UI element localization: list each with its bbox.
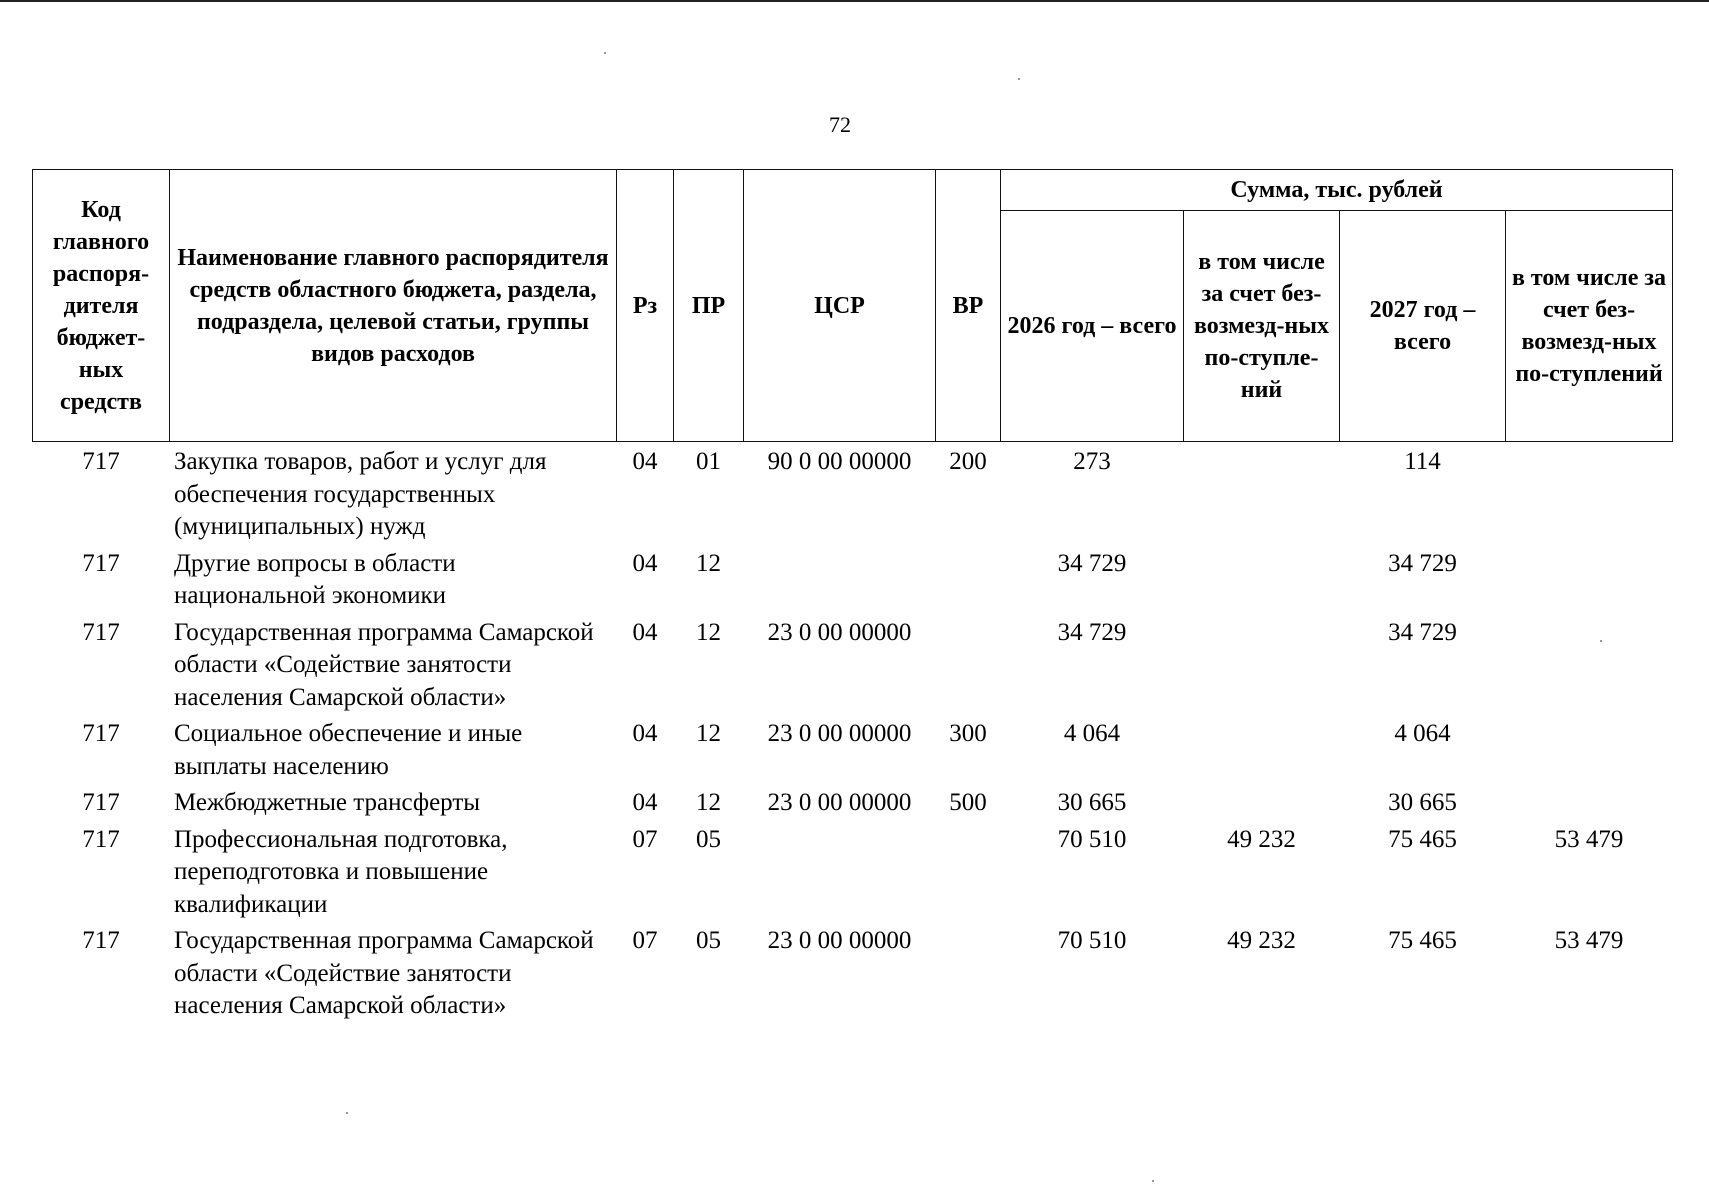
header-2026-free: в том числе за счет без-возмезд-ных по-ступле-ний	[1184, 211, 1340, 442]
header-csr: ЦСР	[744, 170, 936, 442]
page-number: 72	[829, 112, 851, 137]
scan-top-edge	[0, 0, 1709, 2]
table-header	[33, 170, 1673, 442]
header-2027-free: в том числе за счет без-возмезд-ных по-ступлений	[1506, 211, 1673, 442]
cell-pr: 12	[696, 549, 721, 577]
cell-y2027-free	[1506, 613, 1673, 715]
scan-speck	[1018, 78, 1020, 80]
cell-code: 717	[82, 789, 120, 816]
cell-y2026-free: 49 232	[1227, 825, 1296, 853]
table-row	[33, 783, 1673, 820]
cell-y2027-free	[1506, 544, 1673, 613]
cell-y2026-total: 70 510	[1057, 927, 1127, 954]
cell-name: Государственная программа Самарской области «Содействие занятости населения Самарской области»	[174, 927, 594, 1019]
cell-y2027-total: 75 465	[1388, 927, 1457, 954]
scan-speck	[1152, 1180, 1154, 1182]
table-row	[33, 921, 1673, 1023]
header-2027-total: 2027 год – всего	[1340, 211, 1506, 442]
cell-y2026-total: 30 665	[1057, 789, 1127, 816]
cell-vr	[936, 613, 1001, 715]
header-name: Наименование главного распорядителя средств областного бюджета, раздела, подраздела, целевой статьи, группы видов расходов	[170, 170, 617, 442]
cell-rz: 04	[632, 448, 658, 475]
cell-y2026-total: 34 729	[1057, 549, 1127, 577]
header-sum-group: Сумма, тыс. рублей	[1001, 170, 1673, 211]
cell-y2027-free	[1506, 442, 1673, 544]
cell-pr: 01	[696, 448, 721, 475]
cell-code: 717	[82, 720, 120, 747]
table-row	[33, 714, 1673, 783]
cell-code: 717	[82, 549, 120, 577]
cell-vr	[936, 544, 1001, 613]
cell-vr: 200	[949, 448, 987, 475]
cell-vr	[936, 820, 1001, 922]
cell-y2027-free: 53 479	[1554, 825, 1624, 853]
cell-csr	[744, 820, 936, 922]
cell-code: 717	[82, 927, 120, 954]
cell-name: Другие вопросы в области национальной экономики	[174, 549, 456, 609]
cell-y2026-free	[1184, 783, 1340, 820]
cell-y2027-free: 53 479	[1554, 927, 1624, 954]
cell-y2027-total: 4 064	[1394, 720, 1451, 747]
table-body	[33, 442, 1673, 1023]
cell-csr: 23 0 00 00000	[767, 618, 912, 646]
cell-pr: 05	[696, 927, 721, 954]
header-2026-total: 2026 год – всего	[1001, 211, 1184, 442]
cell-rz: 04	[632, 789, 658, 816]
cell-rz: 04	[632, 720, 658, 747]
cell-y2026-total: 70 510	[1057, 825, 1127, 853]
header-vr: ВР	[936, 170, 1001, 442]
cell-y2027-total: 75 465	[1388, 825, 1457, 853]
scan-speck	[1600, 640, 1602, 642]
cell-y2026-total: 34 729	[1057, 618, 1127, 646]
cell-y2027-total: 34 729	[1388, 618, 1457, 646]
cell-code: 717	[82, 448, 120, 475]
cell-csr: 23 0 00 00000	[767, 720, 912, 747]
cell-rz: 04	[632, 618, 658, 646]
table-row	[33, 613, 1673, 715]
cell-code: 717	[82, 825, 120, 853]
cell-y2026-free	[1184, 714, 1340, 783]
scan-speck	[604, 52, 606, 54]
cell-y2027-total: 114	[1404, 448, 1441, 475]
cell-pr: 12	[696, 789, 721, 816]
table-row	[33, 544, 1673, 613]
cell-csr: 90 0 00 00000	[767, 448, 912, 475]
table-row	[33, 442, 1673, 544]
cell-rz: 07	[632, 927, 658, 954]
cell-y2027-free	[1506, 714, 1673, 783]
cell-y2026-total: 273	[1073, 448, 1111, 475]
cell-name: Закупка товаров, работ и услуг для обеспечения государственных (муниципальных) нужд	[174, 448, 547, 540]
cell-y2027-total: 30 665	[1388, 789, 1457, 816]
header-pr: ПР	[674, 170, 744, 442]
cell-y2027-total: 34 729	[1388, 549, 1457, 577]
cell-rz: 07	[632, 825, 658, 853]
header-rz: Рз	[617, 170, 674, 442]
cell-pr: 12	[696, 618, 721, 646]
budget-table	[32, 169, 1673, 1023]
cell-name: Государственная программа Самарской области «Содействие занятости населения Самарской области»	[174, 618, 594, 711]
cell-code: 717	[82, 618, 120, 646]
cell-y2026-free: 49 232	[1227, 927, 1296, 954]
cell-name: Профессиональная подготовка, переподготовка и повышение квалификации	[174, 825, 508, 918]
cell-y2026-total: 4 064	[1063, 720, 1121, 747]
scan-speck	[346, 1112, 348, 1114]
cell-y2026-free	[1184, 613, 1340, 715]
cell-vr: 300	[949, 720, 987, 747]
cell-y2027-free	[1506, 783, 1673, 820]
cell-csr: 23 0 00 00000	[767, 927, 912, 954]
table-row	[33, 820, 1673, 922]
cell-name: Межбюджетные трансферты	[174, 789, 481, 816]
cell-name: Социальное обеспечение и иные выплаты населению	[174, 720, 523, 780]
cell-rz: 04	[632, 549, 658, 577]
cell-pr: 05	[696, 825, 721, 853]
cell-pr: 12	[696, 720, 721, 747]
cell-csr	[744, 544, 936, 613]
cell-vr	[936, 921, 1001, 1023]
cell-csr: 23 0 00 00000	[767, 789, 912, 816]
cell-y2026-free	[1184, 544, 1340, 613]
cell-vr: 500	[949, 789, 987, 816]
header-code: Код главного распоря-дителя бюджет-ных средств	[33, 170, 170, 442]
cell-y2026-free	[1184, 442, 1340, 544]
